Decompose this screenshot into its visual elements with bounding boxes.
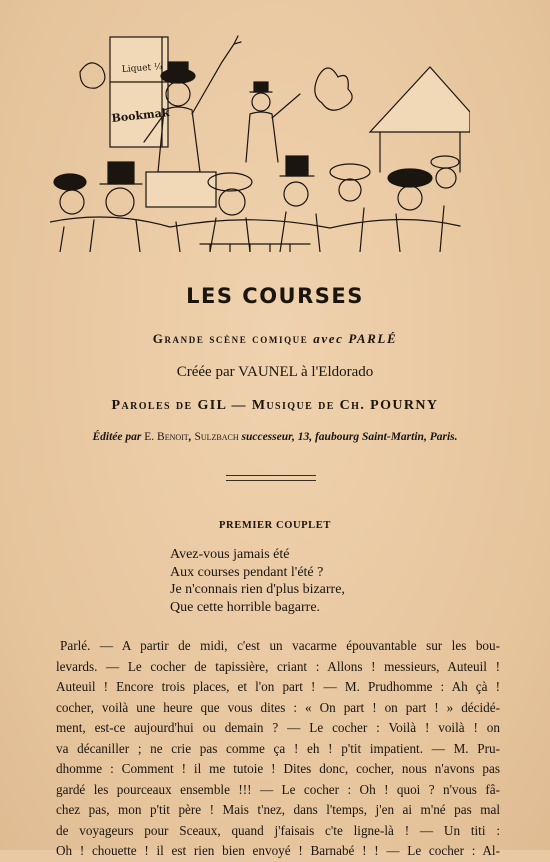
subtitle-avec: avec xyxy=(313,331,344,346)
spoken-prose xyxy=(56,636,500,862)
prose-line: Oh ! chouette ! il est rien bien envoyé ! Barnabé ! ! — Le cocher : Al- xyxy=(56,843,500,858)
prose-line: dhomme : Comment ! il me tutoie ! Dites donc, cocher, nous n'avons pas xyxy=(56,761,500,776)
subtitle-parle: PARLÉ xyxy=(348,331,398,346)
prose-line: cocher, voilà une heure que vous dites : « On part ! on part ! » décidé- xyxy=(56,699,500,715)
created-by-line: Créée par VAUNEL à l'Eldorado xyxy=(176,364,374,380)
prose-line: va décaniller ; ne crie pas comme ça ! eh ! p'tit impatient. — M. Pru- xyxy=(56,740,500,756)
publisher-part-c: , xyxy=(188,431,195,443)
publisher-part-a: Éditée par xyxy=(92,431,145,443)
verse-block xyxy=(170,546,345,616)
prose-line: levards. — Le cocher de tapissière, criant : Allons ! messieurs, Auteuil ! xyxy=(56,658,500,674)
prose-line: de voyageurs pour Sceaux, quand j'faisais c'te ligne-là ! — Un titi : xyxy=(56,822,500,838)
prose-line: gardé les pourceaux ensemble !!! — Le cocher : Oh ! quoi ? n'vous fâ- xyxy=(56,781,500,797)
prose-line: chez pas, mon p'tit père ! Mais t'nez, dans l'temps, j'en ai m'né pas mal xyxy=(56,802,500,817)
publisher-address: successeur, 13, faubourg Saint-Martin, Paris. xyxy=(238,431,458,443)
couplet-heading: PREMIER COUPLET xyxy=(219,520,331,531)
page-title: LES COURSES xyxy=(186,284,364,308)
verse-line: Je n'connais rien d'plus bizarre, xyxy=(170,582,345,597)
verse-line: Avez-vous jamais été xyxy=(170,547,290,562)
racecourse-illustration xyxy=(50,22,470,252)
publisher-successor: Sulzbach xyxy=(194,431,239,443)
divider-rule xyxy=(226,475,316,481)
prose-line: Parlé. — A partir de midi, c'est un vacarme épouvantable sur les bou- xyxy=(60,638,500,653)
verse-line: Aux courses pendant l'été ? xyxy=(170,564,324,580)
subtitle xyxy=(0,331,550,347)
credits-line: Paroles de GIL — Musique de Ch. POURNY xyxy=(111,398,439,413)
sign-top-text: Liquet ¼ xyxy=(121,62,164,75)
publisher-line xyxy=(0,431,550,443)
verse-line: Que cette horrible bagarre. xyxy=(170,599,321,615)
sign-bookmaker-text: Bookmak xyxy=(110,105,170,125)
prose-line: ment, est-ce aujourd'hui ou demain ? — Le cocher : Voilà ! voilà ! on xyxy=(56,720,500,735)
subtitle-prefix: Grande scène comique xyxy=(152,331,314,346)
prose-line: Auteuil ! Encore trois places, et l'on part ! — M. Prudhomme : Ah çà ! xyxy=(56,679,500,694)
publisher-name: E. Benoit xyxy=(144,431,189,443)
